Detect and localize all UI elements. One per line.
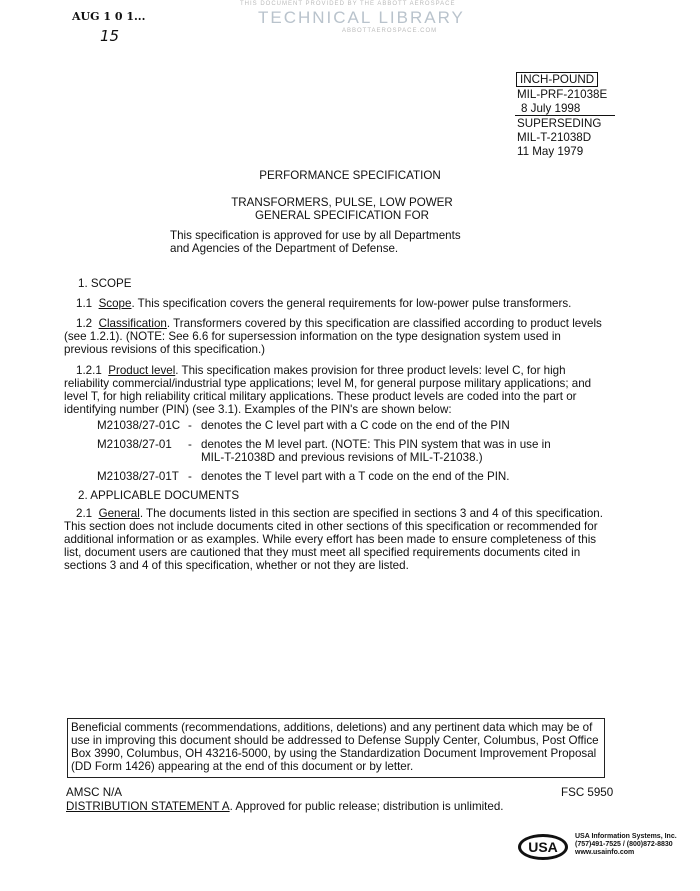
pin-dash: - bbox=[188, 419, 192, 432]
pin-description: denotes the C level part with a C code on the end of the PIN bbox=[201, 419, 510, 432]
pin-code: M21038/27-01C bbox=[97, 419, 181, 432]
para-1-1: 1.1 Scope. This specification covers the general requirements for low-power pulse transformers. bbox=[76, 297, 572, 310]
para-2-1-line: additional information or as examples. While every effort has been made to ensure completeness of this bbox=[64, 533, 597, 546]
para-2-1-line: sections 3 and 4 of this specification, whether or not they are listed. bbox=[64, 559, 409, 572]
pin-dash: - bbox=[188, 470, 192, 483]
para-2-1: 2.1 General. The documents listed in this section are specified in sections 3 and 4 of this specification. bbox=[76, 507, 603, 520]
para-1-2: 1.2 Classification. Transformers covered by this specification are classified according to product levels bbox=[76, 317, 602, 330]
pin-code: M21038/27-01T bbox=[97, 470, 179, 483]
watermark-title: TECHNICAL LIBRARY bbox=[258, 8, 465, 27]
handwritten-number: 15 bbox=[100, 27, 120, 45]
watermark-line1: THIS DOCUMENT PROVIDED BY THE ABBOTT AEROSPACE bbox=[240, 1, 456, 7]
watermark-url: ABBOTTAEROSPACE.COM bbox=[342, 28, 438, 34]
doc-date: 8 July 1998 bbox=[521, 102, 581, 115]
superseding-label: SUPERSEDING bbox=[517, 117, 602, 130]
para-2-1-line: This section does not include documents cited in other sections of this specification or recommended for bbox=[64, 520, 598, 533]
para-1-2-1: 1.2.1 Product level. This specification makes provision for three product levels: level C, for high bbox=[76, 364, 566, 377]
pin-description: denotes the M level part. (NOTE: This PIN system that was in use in bbox=[201, 438, 551, 451]
para-1-2-line: previous revisions of this specification.) bbox=[64, 343, 266, 356]
usa-line2: (757)491-7525 / (800)872-8830 bbox=[575, 841, 673, 848]
doc-id: MIL-PRF-21038E bbox=[517, 88, 608, 101]
inch-pound-label: INCH-POUND bbox=[516, 72, 598, 87]
para-1-2-line: (see 1.2.1). (NOTE: See 6.6 for supersession information on the type designation system used in bbox=[64, 330, 561, 343]
distribution-statement: DISTRIBUTION STATEMENT A. Approved for public release; distribution is unlimited. bbox=[66, 800, 504, 813]
title-line1: TRANSFORMERS, PULSE, LOW POWER bbox=[231, 196, 453, 209]
usa-line1: USA Information Systems, Inc. bbox=[575, 833, 677, 840]
pin-description: denotes the T level part with a T code on the end of the PIN. bbox=[201, 470, 510, 483]
section-2-heading: 2. APPLICABLE DOCUMENTS bbox=[78, 489, 240, 502]
comments-box bbox=[67, 718, 605, 778]
header-divider bbox=[515, 115, 615, 116]
para-1-2-1-line: reliability commercial/industrial type applications; level M, for general purpose military applications; and bbox=[64, 377, 592, 390]
pin-code: M21038/27-01 bbox=[97, 438, 172, 451]
para-2-1-line: list, document users are cautioned that they must meet all specified requirements documents cited in bbox=[64, 546, 581, 559]
title-line2: GENERAL SPECIFICATION FOR bbox=[255, 209, 429, 222]
approval-line1: This specification is approved for use by all Departments bbox=[170, 229, 461, 242]
approval-line2: and Agencies of the Department of Defense. bbox=[170, 242, 399, 255]
date-stamp: AUG 1 0 1... bbox=[72, 10, 146, 23]
comments-line: (DD Form 1426) appearing at the end of this document or by letter. bbox=[71, 760, 414, 773]
comments-line: use in improving this document should be addressed to Defense Supply Center, Columbus, Post Office bbox=[71, 734, 599, 747]
comments-line: Beneficial comments (recommendations, additions, deletions) and any pertinent data which may be of bbox=[71, 721, 593, 734]
para-1-2-1-line: level T, for high reliability critical military applications. These product levels are coded into the part or bbox=[64, 390, 577, 403]
section-1-heading: 1. SCOPE bbox=[78, 277, 132, 290]
comments-line: Box 3990, Columbus, OH 43216-5000, by using the Standardization Document Improvement Proposal bbox=[71, 747, 597, 760]
superseded-id: MIL-T-21038D bbox=[517, 131, 592, 144]
amsc-label: AMSC N/A bbox=[66, 786, 123, 799]
para-1-2-1-line: identifying number (PIN) (see 3.1). Examples of the PIN's are shown below: bbox=[64, 403, 452, 416]
usa-logo: USA bbox=[518, 834, 568, 860]
pin-description: MIL-T-21038D and previous revisions of MIL-T-21038.) bbox=[201, 451, 483, 464]
pin-dash: - bbox=[188, 438, 192, 451]
spec-type: PERFORMANCE SPECIFICATION bbox=[259, 169, 441, 182]
usa-line3: www.usainfo.com bbox=[575, 849, 635, 856]
fsc-label: FSC 5950 bbox=[561, 786, 614, 799]
superseded-date: 11 May 1979 bbox=[517, 145, 584, 158]
